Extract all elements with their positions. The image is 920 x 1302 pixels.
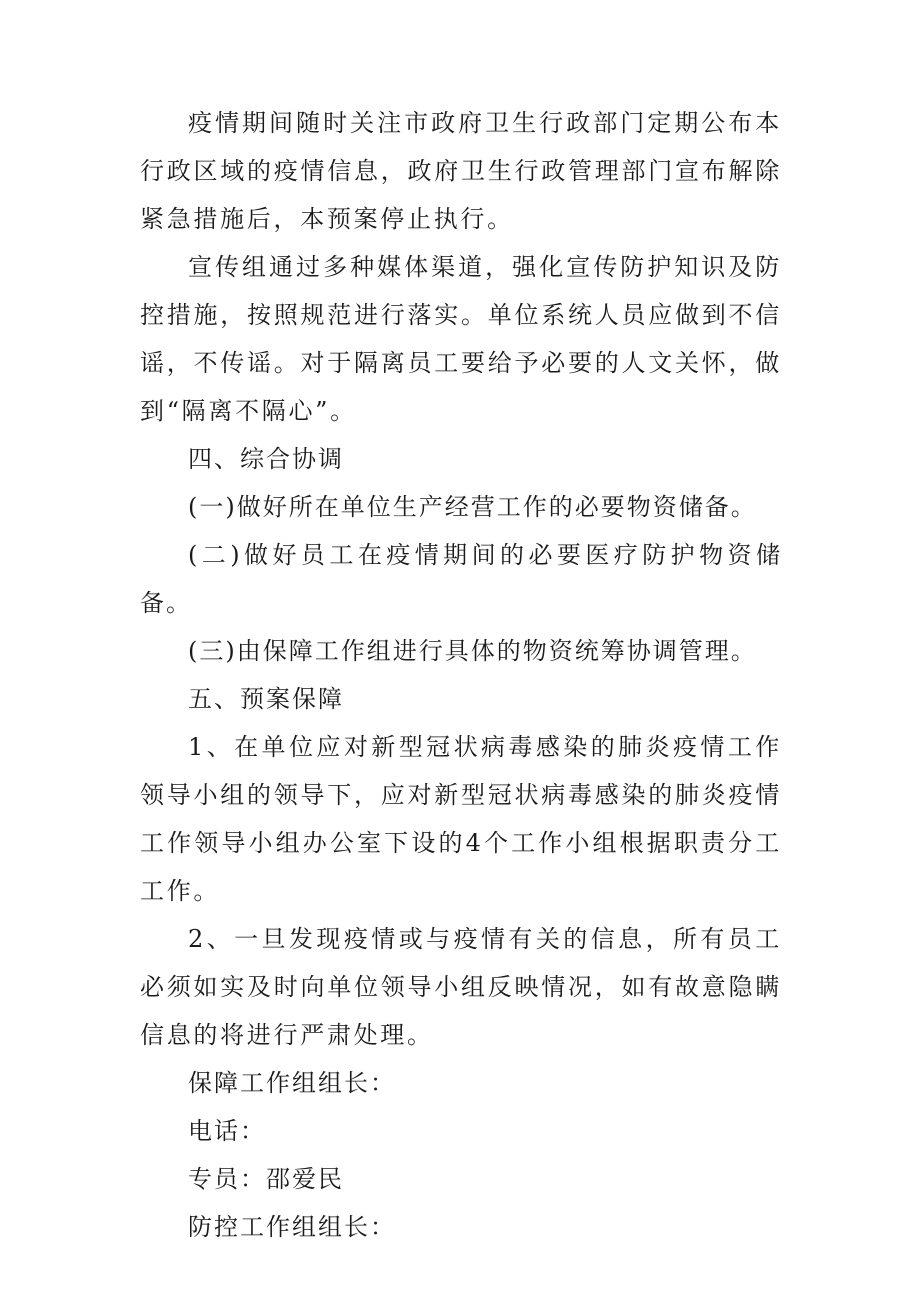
section-heading-coordination: 四、综合协调 <box>188 445 344 473</box>
paragraph-epidemic-monitoring: 疫情期间随时关注市政府卫生行政部门定期公布本行政区域的疫情信息，政府卫生行政管理部门宣布解除紧急措施后，本预案停止执行。 <box>140 109 782 233</box>
paragraph-publicity-group: 宣传组通过多种媒体渠道，强化宣传防护知识及防控措施，按照规范进行落实。单位系统人员应做到不信谣，不传谣。对于隔离员工要给予必要的人文关怀，做到“隔离不隔心”。 <box>140 253 782 425</box>
document-page <box>140 99 782 1251</box>
list-item-supply-coordination: (三)由保障工作组进行具体的物资统筹协调管理。 <box>188 637 757 665</box>
contact-specialist: 专员：邵爱民 <box>188 1165 344 1193</box>
paragraph-reporting: 2、一旦发现疫情或与疫情有关的信息，所有员工必须如实及时向单位领导小组反映情况，如有故意隐瞒信息的将进行严肃处理。 <box>140 925 782 1049</box>
contact-prevention-leader: 防控工作组组长： <box>188 1213 396 1241</box>
section-heading-plan-guarantee: 五、预案保障 <box>188 685 344 713</box>
contact-phone: 电话： <box>188 1117 266 1145</box>
paragraph-leadership-group: 1、在单位应对新型冠状病毒感染的肺炎疫情工作领导小组的领导下，应对新型冠状病毒感染的肺炎疫情工作领导小组办公室下设的4个工作小组根据职责分工工作。 <box>140 733 782 905</box>
list-item-medical-supplies: (二)做好员工在疫情期间的必要医疗防护物资储备。 <box>140 541 782 617</box>
list-item-production-supplies: (一)做好所在单位生产经营工作的必要物资储备。 <box>188 493 757 521</box>
contact-support-leader: 保障工作组组长： <box>188 1069 396 1097</box>
